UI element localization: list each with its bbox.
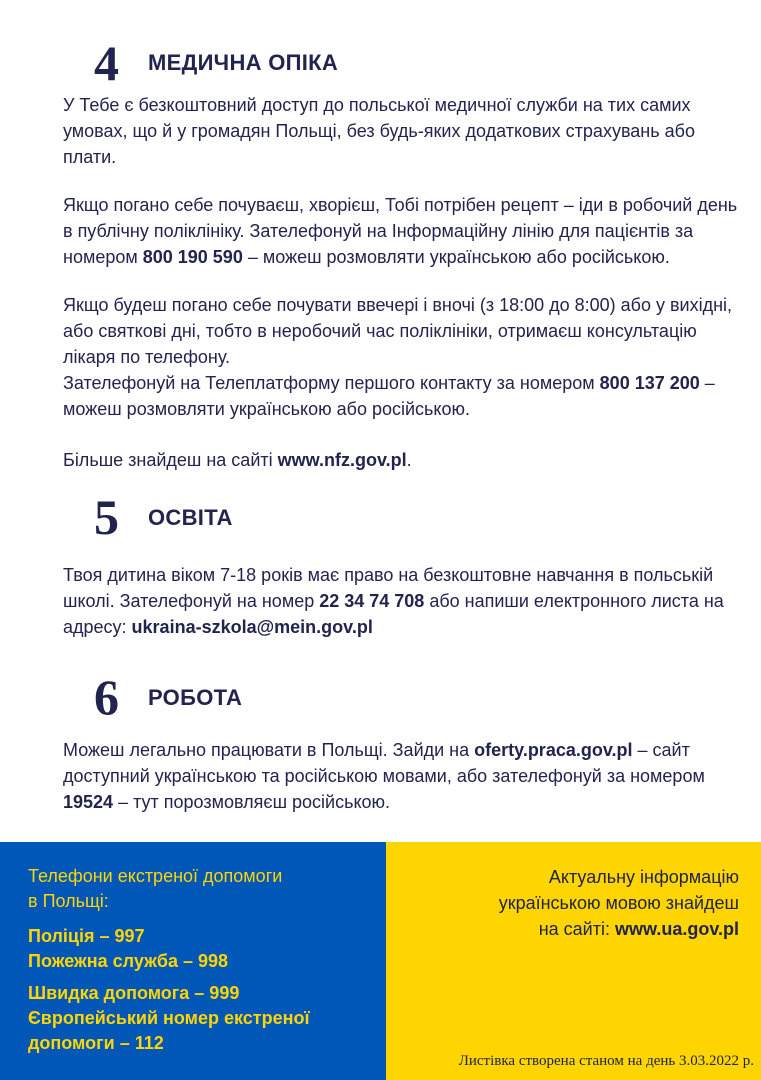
emergency-numbers	[28, 924, 228, 974]
footer-banner	[0, 842, 761, 1080]
police-number: Поліція – 997	[28, 926, 145, 946]
emergency-panel	[0, 842, 386, 1080]
section-number: 6	[94, 669, 119, 725]
phone-number: 22 34 74 708	[319, 591, 425, 611]
section-number: 4	[94, 35, 119, 91]
paragraph: Якщо погано себе почуваєш, хворієш, Тобі потрібен рецепт – іди в робочий день в публічну поліклініку. Зателефонуй на Інформаційну лінію для пацієнтів за номером 800 190 590 – можеш розмовляти українською або російською.	[63, 195, 738, 267]
paragraph: Можеш легально працювати в Польщі. Зайди на oferty.praca.gov.pl – сайт доступний українською та російською мовами, або зателефонуй за номером 19524 – тут порозмовляєш російською.	[63, 740, 705, 812]
info-panel	[386, 842, 761, 1080]
european-number: Європейський номер екстреної	[28, 1008, 310, 1028]
ambulance-number: Швидка допомога – 999	[28, 983, 240, 1003]
info-text: Актуальну інформацію українською мовою знайдеш на сайті: www.ua.gov.pl	[498, 867, 739, 939]
paragraph: У Тебе є безкоштовний доступ до польської медичної служби на тих самих умовах, що й у громадян Польщі, без будь-яких додаткових страхувань або плати.	[63, 95, 695, 167]
paragraph: Зателефонуй на Телеплатформу першого контакту за номером 800 137 200 – можеш розмовляти українською або російською.	[63, 373, 715, 419]
emergency-numbers: Швидка допомога – 999 Європейський номер екстреної допомоги – 112	[28, 983, 310, 1053]
phone-number: 19524	[63, 792, 114, 812]
section-title: ОСВІТА	[148, 505, 233, 530]
fire-number: Пожежна служба – 998	[28, 951, 229, 971]
phone-number: 800 137 200	[599, 373, 700, 393]
date-note: Листівка створена станом на день 3.03.2022 р.	[458, 1053, 754, 1069]
website-link[interactable]: www.ua.gov.pl	[614, 919, 739, 939]
section-title: МЕДИЧНА ОПІКА	[148, 50, 339, 75]
paragraph: Твоя дитина віком 7-18 років має право на безкоштовне навчання в польській школі. Зателефонуй на номер 22 34 74 708 або напиши електронного листа на адресу: ukraina-szkola@mein.gov.pl	[63, 565, 724, 637]
paragraph: Якщо будеш погано себе почувати ввечері і вночі (з 18:00 до 8:00) або у вихідні, або святкові дні, тобто в неробочий час поліклініки, отримаєш консультацію лікаря по телефону.	[63, 295, 733, 367]
email-link[interactable]: ukraina-szkola@mein.gov.pl	[131, 617, 373, 637]
emergency-title: Телефони екстреної допомоги в Польщі:	[28, 866, 283, 911]
phone-number: 800 190 590	[142, 247, 243, 267]
section-number: 5	[94, 489, 119, 545]
section-title: РОБОТА	[148, 685, 243, 710]
website-link[interactable]: www.nfz.gov.pl	[277, 450, 407, 470]
website-link[interactable]: oferty.praca.gov.pl	[474, 740, 633, 760]
paragraph: Більше знайдеш на сайті www.nfz.gov.pl.	[63, 450, 412, 470]
